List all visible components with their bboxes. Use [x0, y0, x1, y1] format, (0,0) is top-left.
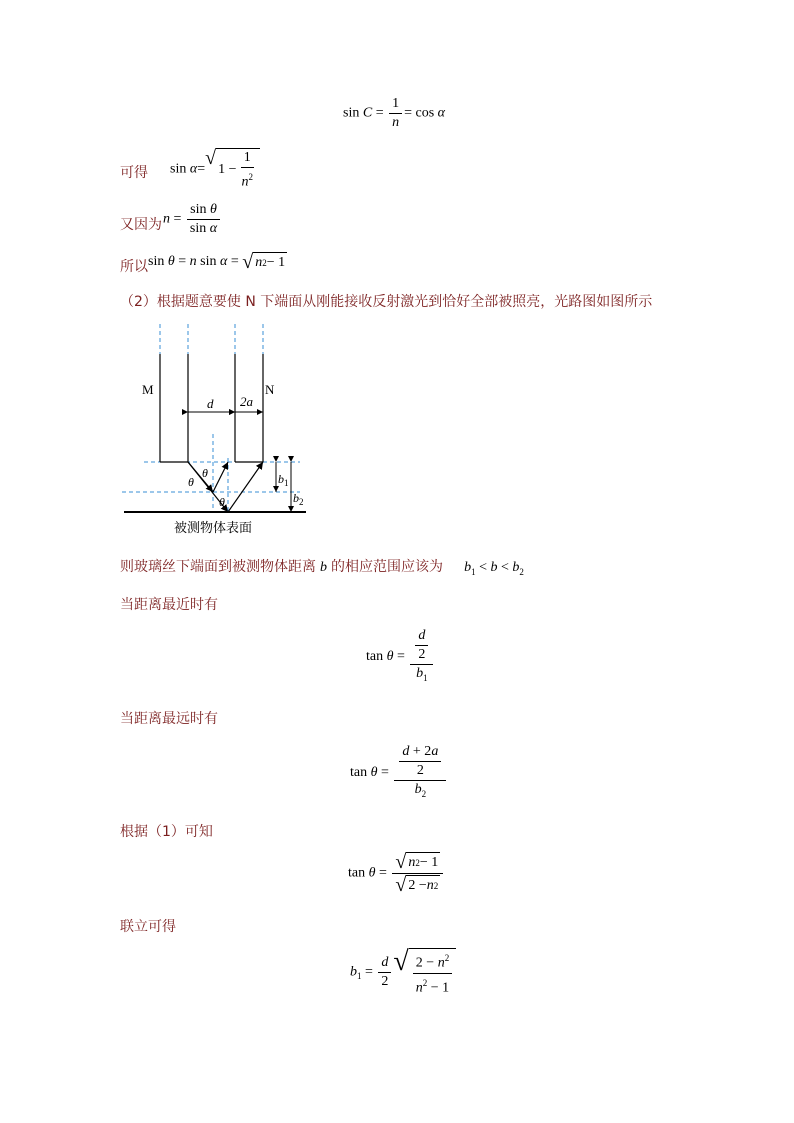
label-theta-3: θ — [219, 495, 225, 509]
text-part2: （2）根据题意要使 N 下端面从刚能接收反射激光到恰好全部被照亮，光路图如图所示 — [120, 294, 653, 310]
label-n: N — [265, 382, 275, 397]
label-b2-sub: 2 — [299, 497, 304, 507]
text-suoyi: 所以 — [120, 259, 148, 275]
label-2a: 2a — [240, 394, 253, 409]
equation-n-ratio: n = $\frac{\text{sin θ}}{\text{sin α}}$ — [163, 202, 222, 237]
figure-caption: 被测物体表面 — [174, 521, 253, 536]
text-range-suffix: 的相应范围应该为 — [331, 559, 443, 575]
equation-tan-near: tan θ = $\frac{\frac{d}{2}}{b_1}$ — [366, 628, 435, 686]
equation-b1-result: $b_1$ = $\frac{d}{2}$ √ $\frac{2 - n^2}{n^2 - 1}$ — [350, 948, 456, 996]
text-youyinwei: 又因为 — [120, 217, 162, 233]
equation-sinC: sin C = $\frac{1}{n}$ = cos α — [343, 96, 446, 130]
label-b2: b — [293, 491, 299, 505]
label-theta-2: θ — [188, 475, 194, 489]
text-range-prefix: 则玻璃丝下端面到被测物体距离 — [120, 559, 316, 575]
label-b1-sub: 1 — [284, 478, 289, 488]
text-farthest: 当距离最远时有 — [120, 711, 218, 727]
equation-sin-alpha: sin α= √ 1 − $\frac{1}{n^2}$ — [170, 148, 260, 191]
text-nearest: 当距离最近时有 — [120, 597, 218, 613]
text-kede: 可得 — [120, 165, 148, 181]
label-m: M — [142, 382, 154, 397]
svg-text:b1 — [278, 472, 289, 488]
label-b1: b — [278, 472, 284, 486]
label-d: d — [207, 396, 214, 411]
label-theta-1: θ — [202, 466, 208, 480]
svg-text:b2 — [293, 491, 304, 507]
text-combine: 联立可得 — [120, 919, 176, 935]
equation-tan-from-n: tan θ = √ n 2 − 1 √ 2 − n 2 — [348, 852, 445, 895]
range-line: 则玻璃丝下端面到被测物体距离 b 的相应范围应该为 $b_1 < b < b_2$ — [120, 559, 524, 577]
text-from-part1: 根据（1）可知 — [120, 824, 213, 840]
equation-tan-far: tan θ = $\frac{\frac{d + 2a}{2}}{b_2}$ — [350, 744, 448, 802]
equation-sin-theta: sin θ = n sin α = √ n 2 − 1 — [148, 251, 286, 273]
optical-path-figure — [118, 320, 318, 540]
